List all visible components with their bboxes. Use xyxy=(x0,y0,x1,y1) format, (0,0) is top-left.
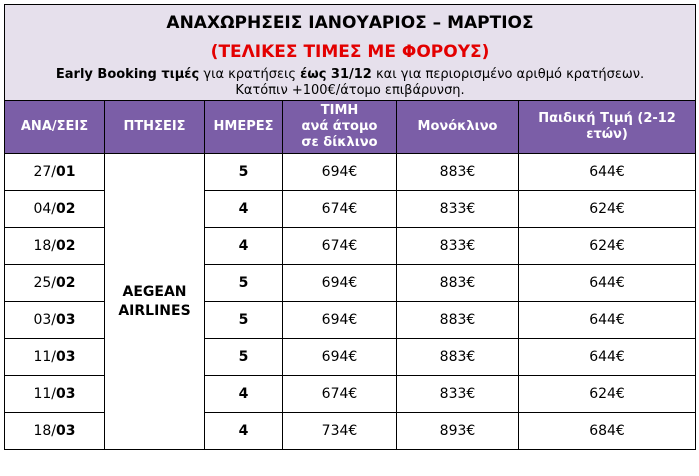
single-cell: 833€ xyxy=(397,228,519,265)
child-cell: 624€ xyxy=(519,228,696,265)
date-month: 01 xyxy=(56,164,76,180)
price-header-line2: ανά άτομο xyxy=(301,119,378,134)
date-month: 02 xyxy=(56,238,76,254)
date-month: 03 xyxy=(56,349,76,365)
col-header-days: ΗΜΕΡΕΣ xyxy=(205,101,283,154)
column-header-row xyxy=(5,101,696,154)
price-cell: 694€ xyxy=(283,302,397,339)
early-booking-note xyxy=(5,67,695,99)
days-cell: 5 xyxy=(205,265,283,302)
date-cell xyxy=(5,265,105,302)
airline-name-line2: AIRLINES xyxy=(118,302,191,319)
single-cell: 883€ xyxy=(397,302,519,339)
note-surcharge: Κατόπιν +100€/άτομο επιβάρυνση. xyxy=(235,83,465,98)
date-cell xyxy=(5,302,105,339)
note-text-1: για κρατήσεις xyxy=(199,67,301,82)
child-cell: 644€ xyxy=(519,302,696,339)
single-cell: 893€ xyxy=(397,413,519,450)
note-text-2: και για περιορισμένο αριθμό κρατήσεων. xyxy=(371,67,645,82)
date-day: 03/ xyxy=(33,312,57,328)
days-cell: 5 xyxy=(205,154,283,191)
airline-cell xyxy=(105,154,205,450)
days-cell: 5 xyxy=(205,302,283,339)
page-subtitle: (ΤΕΛΙΚΕΣ ΤΙΜΕΣ ΜΕ ΦΟΡΟΥΣ) xyxy=(210,42,490,62)
price-cell: 674€ xyxy=(283,228,397,265)
price-cell: 694€ xyxy=(283,265,397,302)
date-cell xyxy=(5,376,105,413)
date-cell xyxy=(5,228,105,265)
title-block xyxy=(5,5,696,101)
single-cell: 833€ xyxy=(397,191,519,228)
price-cell: 694€ xyxy=(283,339,397,376)
airline-name-line1: AEGEAN xyxy=(122,283,187,300)
child-cell: 644€ xyxy=(519,265,696,302)
child-cell: 684€ xyxy=(519,413,696,450)
single-cell: 833€ xyxy=(397,376,519,413)
price-cell: 734€ xyxy=(283,413,397,450)
days-cell: 4 xyxy=(205,191,283,228)
days-cell: 4 xyxy=(205,376,283,413)
table-row xyxy=(5,154,696,191)
date-month: 02 xyxy=(56,275,76,291)
child-cell: 644€ xyxy=(519,339,696,376)
child-cell: 624€ xyxy=(519,191,696,228)
col-header-single: Μονόκλινο xyxy=(397,101,519,154)
date-day: 11/ xyxy=(33,386,57,402)
price-header-line1: ΤΙΜΗ xyxy=(320,103,359,118)
date-day: 04/ xyxy=(33,201,57,217)
pricing-table-wrapper xyxy=(4,4,695,450)
date-day: 18/ xyxy=(33,423,57,439)
days-cell: 4 xyxy=(205,228,283,265)
note-bold-deadline: έως 31/12 xyxy=(300,67,372,82)
col-header-child: Παιδική Τιμή (2-12 ετών) xyxy=(519,101,696,154)
price-header-line3: σε δίκλινο xyxy=(301,135,378,150)
single-cell: 883€ xyxy=(397,154,519,191)
date-month: 03 xyxy=(56,386,76,402)
child-cell: 624€ xyxy=(519,376,696,413)
price-cell: 674€ xyxy=(283,376,397,413)
date-day: 25/ xyxy=(33,275,57,291)
date-cell xyxy=(5,413,105,450)
date-cell xyxy=(5,154,105,191)
date-day: 11/ xyxy=(33,349,57,365)
pricing-table xyxy=(4,4,696,450)
days-cell: 4 xyxy=(205,413,283,450)
date-month: 03 xyxy=(56,312,76,328)
date-day: 18/ xyxy=(33,238,57,254)
page-title: ΑΝΑΧΩΡΗΣΕΙΣ ΙΑΝΟΥΑΡΙΟΣ – ΜΑΡΤΙΟΣ xyxy=(166,13,534,33)
date-month: 03 xyxy=(56,423,76,439)
price-cell: 674€ xyxy=(283,191,397,228)
col-header-date: ΑΝΑ/ΣΕΙΣ xyxy=(5,101,105,154)
note-bold-early-booking: Early Booking τιμές xyxy=(55,67,200,82)
price-cell: 694€ xyxy=(283,154,397,191)
date-day: 27/ xyxy=(33,164,57,180)
date-cell xyxy=(5,191,105,228)
col-header-price xyxy=(283,101,397,154)
col-header-flights: ΠΤΗΣΕΙΣ xyxy=(105,101,205,154)
date-month: 02 xyxy=(56,201,76,217)
days-cell: 5 xyxy=(205,339,283,376)
date-cell xyxy=(5,339,105,376)
child-cell: 644€ xyxy=(519,154,696,191)
single-cell: 883€ xyxy=(397,265,519,302)
single-cell: 883€ xyxy=(397,339,519,376)
